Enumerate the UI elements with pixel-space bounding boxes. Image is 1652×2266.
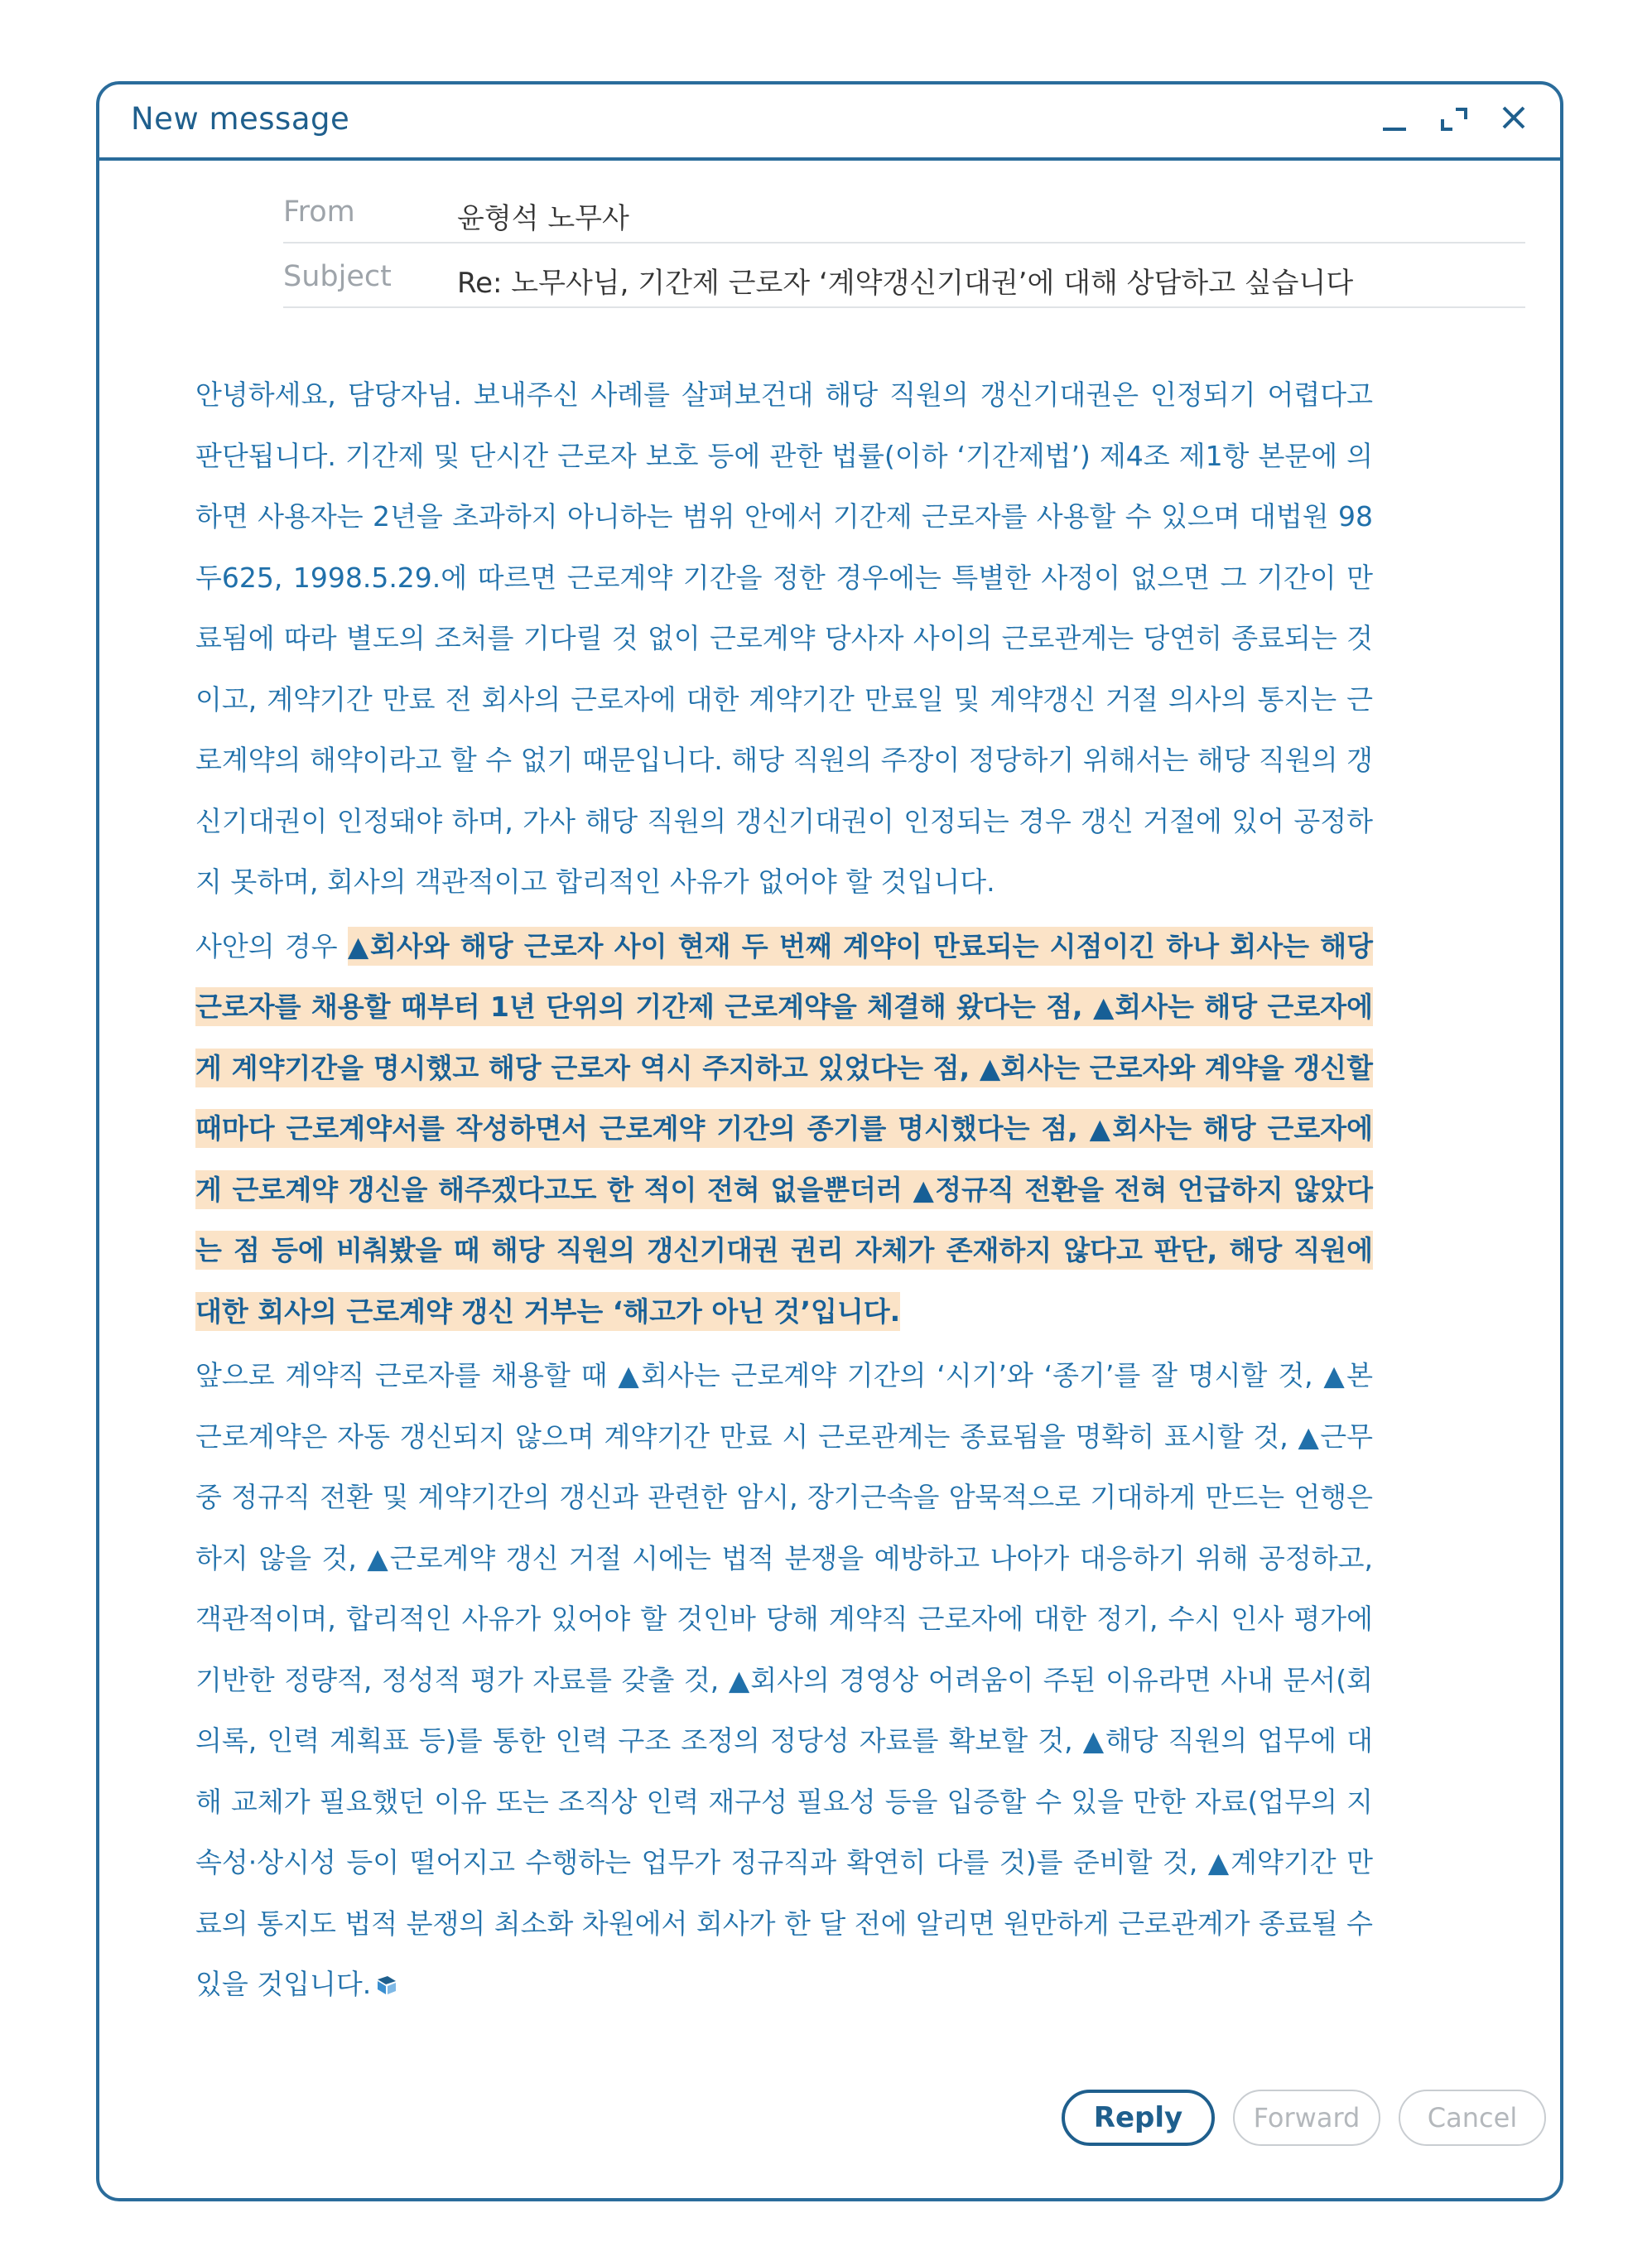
subject-label: Subject (283, 260, 392, 293)
highlighted-conclusion: ▲회사와 해당 근로자 사이 현재 두 번째 계약이 만료되는 시점이긴 하나 회사는 해당 근로자를 채용할 때부터 1년 단위의 기간제 근로계약을 체결해 왔다는 점, ▲회사는 해당 근로자에게 계약기간을 명시했고 해당 근로자 역시 주지하고 있었다는 점, ▲회사는 근로자와 계약을 갱신할 때마다 근로계약서를 작성하면서 근로계약 기간의 종기를 명시했다는 점, ▲회사는 해당 근로자에게 근로계약 갱신을 해주겠다고도 한 적이 전혀 없을뿐더러 ▲정규직 전환을 전혀 언급하지 않았다는 점 등에 비춰봤을 때 해당 직원의 갱신기대권 권리 자체가 존재하지 않다고 판단, 해당 직원에 대한 회사의 근로계약 갱신 거부는 ‘해고가 아닌 것’입니다. (195, 927, 1373, 1331)
subject-field[interactable]: Re: 노무사님, 기간제 근로자 ‘계약갱신기대권’에 대해 상담하고 싶습니다 (457, 267, 1354, 300)
reply-button[interactable]: Reply (1062, 2090, 1215, 2146)
minimize-icon[interactable] (1378, 103, 1411, 136)
body-paragraph-1: 안녕하세요, 담당자님. 보내주신 사례를 살펴보건대 해당 직원의 갱신기대권은 인정되기 어렵다고 판단됩니다. 기간제 및 단시간 근로자 보호 등에 관한 법률(이하 ‘기간제법’) 제4조 제1항 본문에 의하면 사용자는 2년을 초과하지 아니하는 범위 안에서 기간제 근로자를 사용할 수 있으며 대법원 98두625, 1998.5.29.에 따르면 근로계약 기간을 정한 경우에는 특별한 사정이 없으면 그 기간이 만료됨에 따라 별도의 조처를 기다릴 것 없이 근로계약 당사자 사이의 근로관계는 당연히 종료되는 것이고, 계약기간 만료 전 회사의 근로자에 대한 계약기간 만료일 및 계약갱신 거절 의사의 통지는 근로계약의 해약이라고 할 수 없기 때문입니다. 해당 직원의 주장이 정당하기 위해서는 해당 직원의 갱신기대권이 인정돼야 하며, 가사 해당 직원의 갱신기대권이 인정되는 경우 갱신 거절에 있어 공정하지 못하며, 회사의 객관적이고 합리적인 사유가 없어야 할 것입니다. (195, 378, 1373, 898)
from-row (283, 179, 1525, 243)
cancel-button[interactable]: Cancel (1399, 2090, 1546, 2146)
window-title: New message (131, 101, 350, 137)
close-icon[interactable] (1497, 103, 1530, 136)
brand-logo-icon (376, 1956, 397, 1978)
body-paragraph-3-text: 앞으로 계약직 근로자를 채용할 때 ▲회사는 근로계약 기간의 ‘시기’와 ‘종기’를 잘 명시할 것, ▲본 근로계약은 자동 갱신되지 않으며 계약기간 만료 시 근로관계는 종료됨을 명확히 표시할 것, ▲근무 중 정규직 전환 및 계약기간의 갱신과 관련한 암시, 장기근속을 암묵적으로 기대하게 만드는 언행은 하지 않을 것, ▲근로계약 갱신 거절 시에는 법적 분쟁을 예방하고 나아가 대응하기 위해 공정하고, 객관적이며, 합리적인 사유가 있어야 할 것인바 당해 계약직 근로자에 대한 정기, 수시 인사 평가에 기반한 정량적, 정성적 평가 자료를 갖출 것, ▲회사의 경영상 어려움이 주된 이유라면 사내 문서(회의록, 인력 계획표 등)를 통한 인력 구조 조정의 정당성 자료를 확보할 것, ▲해당 직원의 업무에 대해 교체가 필요했던 이유 또는 조직상 인력 재구성 필요성 등을 입증할 수 있을 만한 자료(업무의 지속성·상시성 등이 떨어지고 수행하는 업무가 정규직과 확연히 다를 것)를 준비할 것, ▲계약기간 만료의 통지도 법적 분쟁의 최소화 차원에서 회사가 한 달 전에 알리면 원만하게 근로관계가 종료될 수 있을 것입니다. (195, 1359, 1373, 2000)
title-bar (99, 84, 1560, 161)
message-header (283, 179, 1525, 308)
action-buttons (1062, 2090, 1546, 2146)
from-label: From (283, 195, 355, 229)
body-paragraph-3 (195, 1345, 1373, 2015)
from-field[interactable]: 윤형석 노무사 (457, 202, 629, 235)
subject-row (283, 243, 1525, 308)
message-body[interactable] (195, 364, 1373, 2018)
body-paragraph-2 (195, 916, 1373, 1343)
window-controls (1378, 103, 1530, 136)
forward-button[interactable]: Forward (1233, 2090, 1380, 2146)
maximize-icon[interactable] (1438, 103, 1471, 136)
body-paragraph-2-lead: 사안의 경우 (195, 929, 348, 962)
